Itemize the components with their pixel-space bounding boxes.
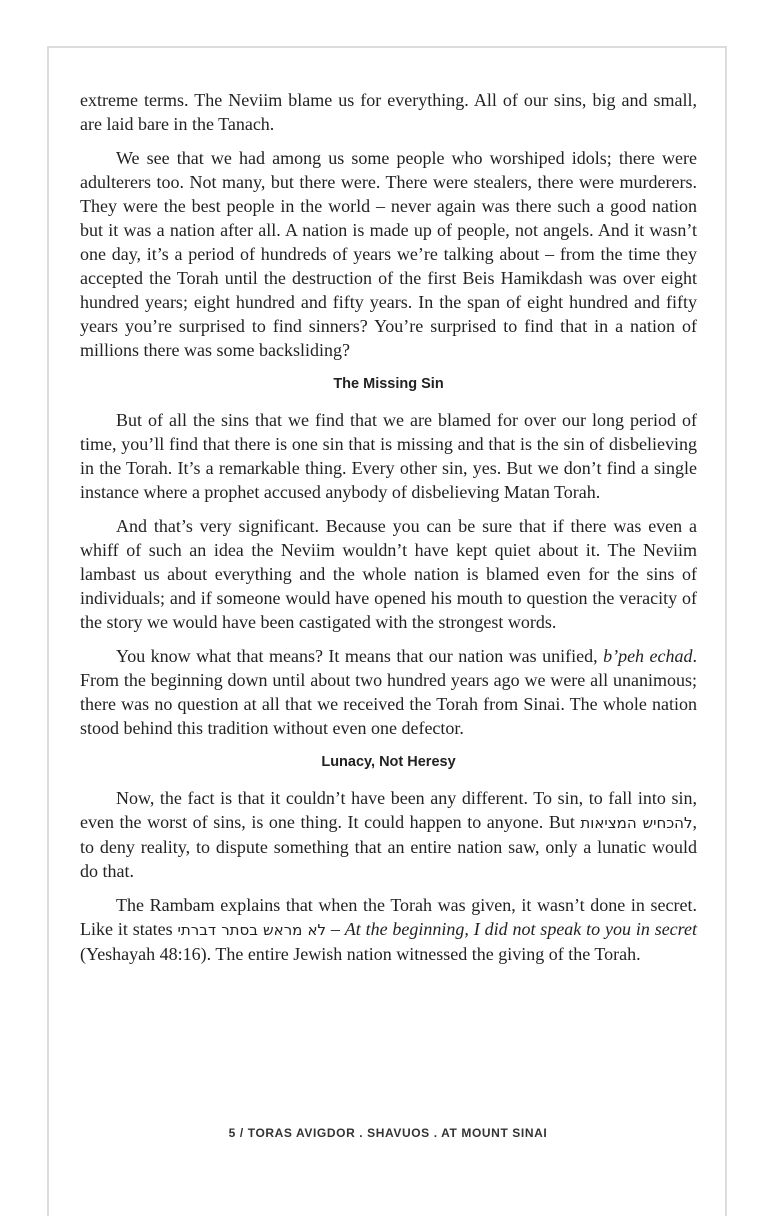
hebrew-phrase: להכחיש המציאות bbox=[580, 814, 693, 832]
section-heading: Lunacy, Not Heresy bbox=[321, 754, 456, 770]
italic-term: b’peh echad bbox=[603, 646, 693, 666]
page-body bbox=[80, 88, 697, 976]
text: Now, the fact is that it couldn’t have been any different. To sin, to fall into sin, even the worst of sins, is one thing. It could happen to anyone. But bbox=[80, 788, 697, 832]
text: You know what that means? It means that our nation was unified, bbox=[116, 646, 604, 666]
paragraph: And that’s very significant. Because you can be sure that if there was even a whiff of such an idea the Neviim wouldn’t have kept quiet about it. The Neviim lambast us about everything and the whole nation is blamed even for the sins of individuals; and if someone would have opened his mouth to question the veracity of the story we would have been castigated with the strongest words. bbox=[80, 516, 697, 632]
text: , to deny reality, to dispute something that an entire nation saw, only a lunatic would do that. bbox=[80, 812, 697, 881]
text: . From the beginning down until about two hundred years ago we were all unanimous; there was no question at all that we received the Torah from Sinai. The whole nation stood behind this tradition without even one defector. bbox=[80, 646, 697, 738]
text: The Rambam explains that when the Torah was given, it wasn’t done in secret. Like it states bbox=[80, 895, 697, 939]
paragraph bbox=[80, 644, 697, 740]
hebrew-quote: לא מראש בסתר דברתי bbox=[177, 921, 327, 939]
paragraph: But of all the sins that we find that we are blamed for over our long period of time, you’ll find that there is one sin that is missing and that is the sin of disbelieving in the Torah. It’s a remarkable thing. Every other sin, yes. But we don’t find a single instance where a prophet accused anybody of disbelieving Matan Torah. bbox=[80, 410, 697, 502]
text: (Yeshayah 48:16). The entire Jewish nation witnessed the giving of the Torah. bbox=[80, 944, 641, 964]
page-footer: 5 / TORAS AVIGDOR . SHAVUOS . AT MOUNT SINAI bbox=[228, 1126, 548, 1140]
text: – bbox=[326, 919, 345, 939]
paragraph: We see that we had among us some people who worshiped idols; there were adulterers too. Not many, but there were. There were stealers, there were murderers. They were the best people in the world – never again was there such a good nation but it was a nation after all. A nation is made up of people, not angels. And it wasn’t one day, it’s a period of hundreds of years we’re talking about – from the time they accepted the Torah until the destruction of the first Beis Hamikdash was over eight hundred years; eight hundred and fifty years. In the span of eight hundred and fifty years you’re surprised to find sinners? You’re surprised to find that in a nation of millions there was some backsliding? bbox=[80, 148, 697, 360]
section-heading: The Missing Sin bbox=[333, 376, 444, 392]
italic-translation: At the beginning, I did not speak to you in secret bbox=[344, 919, 698, 939]
paragraph bbox=[80, 786, 697, 883]
paragraph bbox=[80, 893, 697, 966]
paragraph: extreme terms. The Neviim blame us for everything. All of our sins, big and small, are laid bare in the Tanach. bbox=[80, 90, 697, 134]
